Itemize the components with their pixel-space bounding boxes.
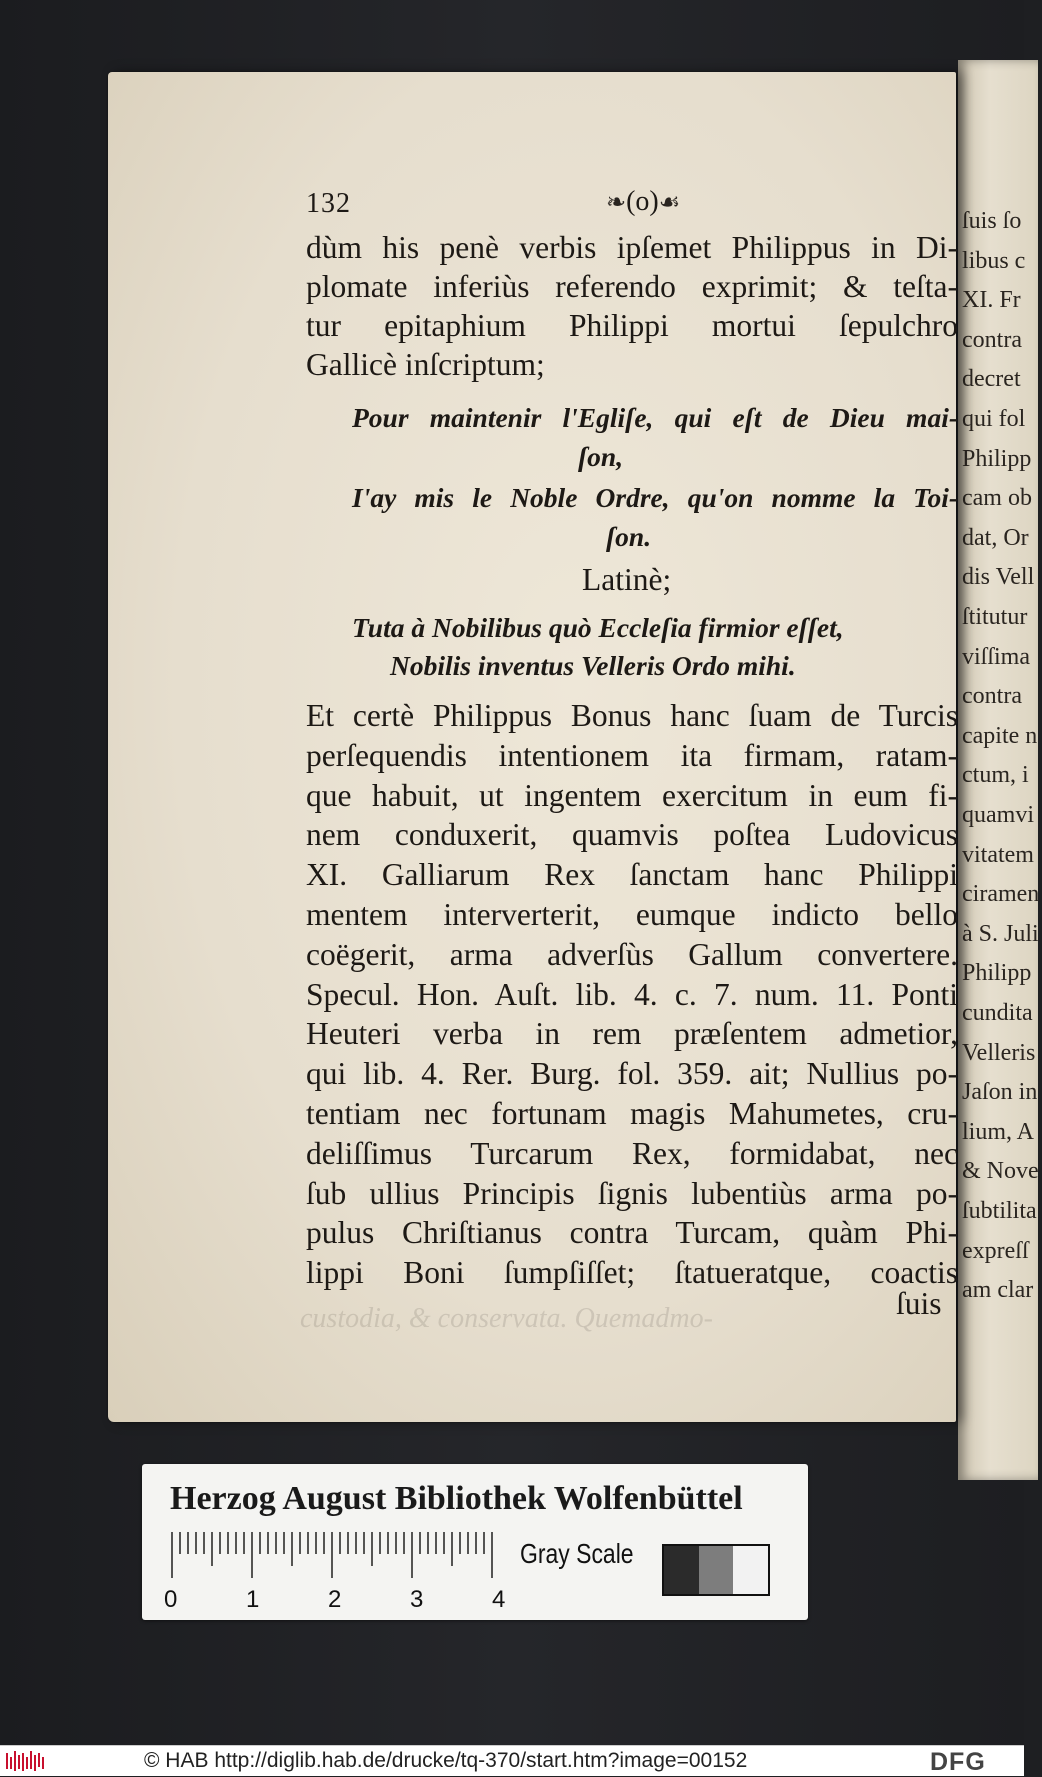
- facing-page-line: am clar: [962, 1277, 1034, 1304]
- show-through-text: custodia, & conservata. Quemadmo-: [300, 1303, 713, 1334]
- paragraph-text-line: deliſſimus Turcarum Rex, formidabat, nec: [306, 1135, 958, 1171]
- paragraph-text-line: que habuit, ut ingentem exercitum in eum fi-: [306, 777, 958, 813]
- body-text-line: plomate inferiùs referendo exprimit; & teſta-: [306, 269, 958, 304]
- facing-page-line: viſſima: [962, 643, 1030, 670]
- facing-page-line: contra: [962, 326, 1022, 353]
- gray-swatch: [733, 1546, 768, 1594]
- facing-page-line: libus c: [962, 247, 1026, 274]
- ruler-number: 2: [328, 1586, 342, 1613]
- paragraph-text-line: nem conduxerit, quamvis poſtea Ludovicus: [306, 817, 958, 853]
- facing-page-line: ſuis ſo: [962, 208, 1022, 234]
- french-verse-line: ſon,: [578, 441, 624, 472]
- color-calibration-card: [142, 1464, 808, 1620]
- catchword: ſuis: [896, 1286, 942, 1321]
- paragraph-text-line: Specul. Hon. Auſt. lib. 4. c. 7. num. 11. Ponti: [306, 976, 958, 1012]
- gray-scale-swatches: [662, 1544, 770, 1596]
- facing-page-line: quamvi: [962, 802, 1034, 828]
- facing-page-line: ſubtilita: [962, 1198, 1037, 1224]
- facing-page-line: Velleris: [962, 1039, 1036, 1066]
- ruler-number: 3: [410, 1586, 424, 1613]
- gray-swatch: [699, 1546, 734, 1594]
- page-number: 132: [306, 188, 351, 219]
- french-verse-line: Pour maintenir l'Egliſe, qui eſt de Dieu mai-: [352, 402, 958, 433]
- facing-page-line: & Nove: [962, 1158, 1039, 1185]
- library-name: Herzog August Bibliothek Wolfenbüttel: [170, 1480, 743, 1517]
- facing-page-line: lium, A: [962, 1118, 1035, 1145]
- body-text-line: tur epitaphium Philippi mortui ſepulchro: [306, 308, 958, 343]
- ruler-icon: [169, 1530, 499, 1578]
- paragraph-text-line: ſub ullius Principis ſignis lubentiùs arma po-: [306, 1175, 958, 1211]
- facing-page-line: Philipp: [962, 445, 1032, 472]
- dfg-logo: DFG: [930, 1748, 986, 1776]
- right-flourish-icon: ☙: [658, 190, 681, 216]
- facing-page-line: XI. Fr: [962, 287, 1021, 314]
- left-flourish-icon: ❧: [606, 190, 627, 216]
- facing-page-line: dat, Or: [962, 524, 1029, 551]
- hab-barcode-logo-icon: [6, 1751, 46, 1771]
- facing-page-line: Jaſon in: [962, 1079, 1038, 1106]
- facing-page-line: ſtitutur: [962, 604, 1028, 630]
- paragraph-text-line: qui lib. 4. Rer. Burg. fol. 359. ait; Nullius po-: [306, 1056, 958, 1092]
- facing-page-line: dis Vell: [962, 564, 1035, 591]
- paragraph-text-line: coëgerit, arma adverſùs Gallum convertere.: [306, 936, 958, 972]
- facing-page-line: contra: [962, 683, 1022, 710]
- paragraph-text-line: tentiam nec fortunam magis Mahumetes, cru-: [306, 1096, 958, 1131]
- facing-page-line: cam ob: [962, 485, 1032, 512]
- viewer-footer: [0, 1745, 1024, 1776]
- facing-page-line: ciramen: [962, 881, 1040, 908]
- facing-page-line: ctum, i: [962, 762, 1029, 789]
- ruler-number: 1: [246, 1586, 260, 1613]
- french-verse-line: ſon.: [606, 521, 652, 552]
- french-verse-line: I'ay mis le Noble Ordre, qu'on nomme la Toi-: [352, 482, 958, 513]
- paragraph-text-line: perſequendis intentionem ita firmam, ratam-: [306, 737, 958, 773]
- facing-page-line: capite n: [962, 722, 1038, 749]
- ruler-number: 0: [164, 1586, 178, 1613]
- paragraph-text-line: XI. Galliarum Rex ſanctam hanc Philippi: [306, 857, 958, 893]
- header-ornament-text: (o): [626, 186, 659, 217]
- facing-page-line: expreſſ: [962, 1237, 1029, 1264]
- facing-page-line: Philipp: [962, 960, 1032, 987]
- header-ornament: [606, 186, 680, 218]
- facing-page-line: à S. Juli: [962, 920, 1039, 947]
- paragraph-text-line: lippi Boni ſumpſiſſet; ſtatueratque, coactis: [306, 1255, 958, 1291]
- paragraph-text-line: mentem interverterit, eumque indicto bello: [306, 897, 958, 932]
- latin-heading: Latinè;: [582, 562, 672, 597]
- facing-page-line: decret: [962, 366, 1021, 393]
- page-header: [306, 188, 956, 228]
- facing-page-line: vitatem: [962, 841, 1034, 868]
- latin-verse-line: Nobilis inventus Velleris Ordo mihi.: [390, 650, 796, 681]
- facing-page-line: cundita: [962, 1000, 1033, 1026]
- facing-page-line: qui fol: [962, 406, 1026, 432]
- ruler-number: 4: [492, 1586, 506, 1613]
- latin-verse-line: Tuta à Nobilibus quò Eccleſia firmior eſſet,: [352, 612, 844, 643]
- source-url[interactable]: © HAB http://diglib.hab.de/drucke/tq-370/start.htm?image=00152: [144, 1749, 748, 1772]
- gray-swatch: [664, 1546, 699, 1594]
- paragraph-text-line: Heuteri verba in rem præſentem admetior,: [306, 1016, 958, 1052]
- ruler-numbers: [164, 1586, 524, 1616]
- paragraph-text-line: Et certè Philippus Bonus hanc ſuam de Turcis: [306, 698, 958, 733]
- facing-page-edge: [958, 60, 1038, 1480]
- paragraph-text-line: pulus Chriſtianus contra Turcam, quàm Phi-: [306, 1215, 958, 1251]
- body-text-line: Gallicè inſcriptum;: [306, 347, 545, 382]
- gray-scale-label: Gray Scale: [520, 1538, 634, 1569]
- body-text-line: dùm his penè verbis ipſemet Philippus in Di-: [306, 230, 958, 265]
